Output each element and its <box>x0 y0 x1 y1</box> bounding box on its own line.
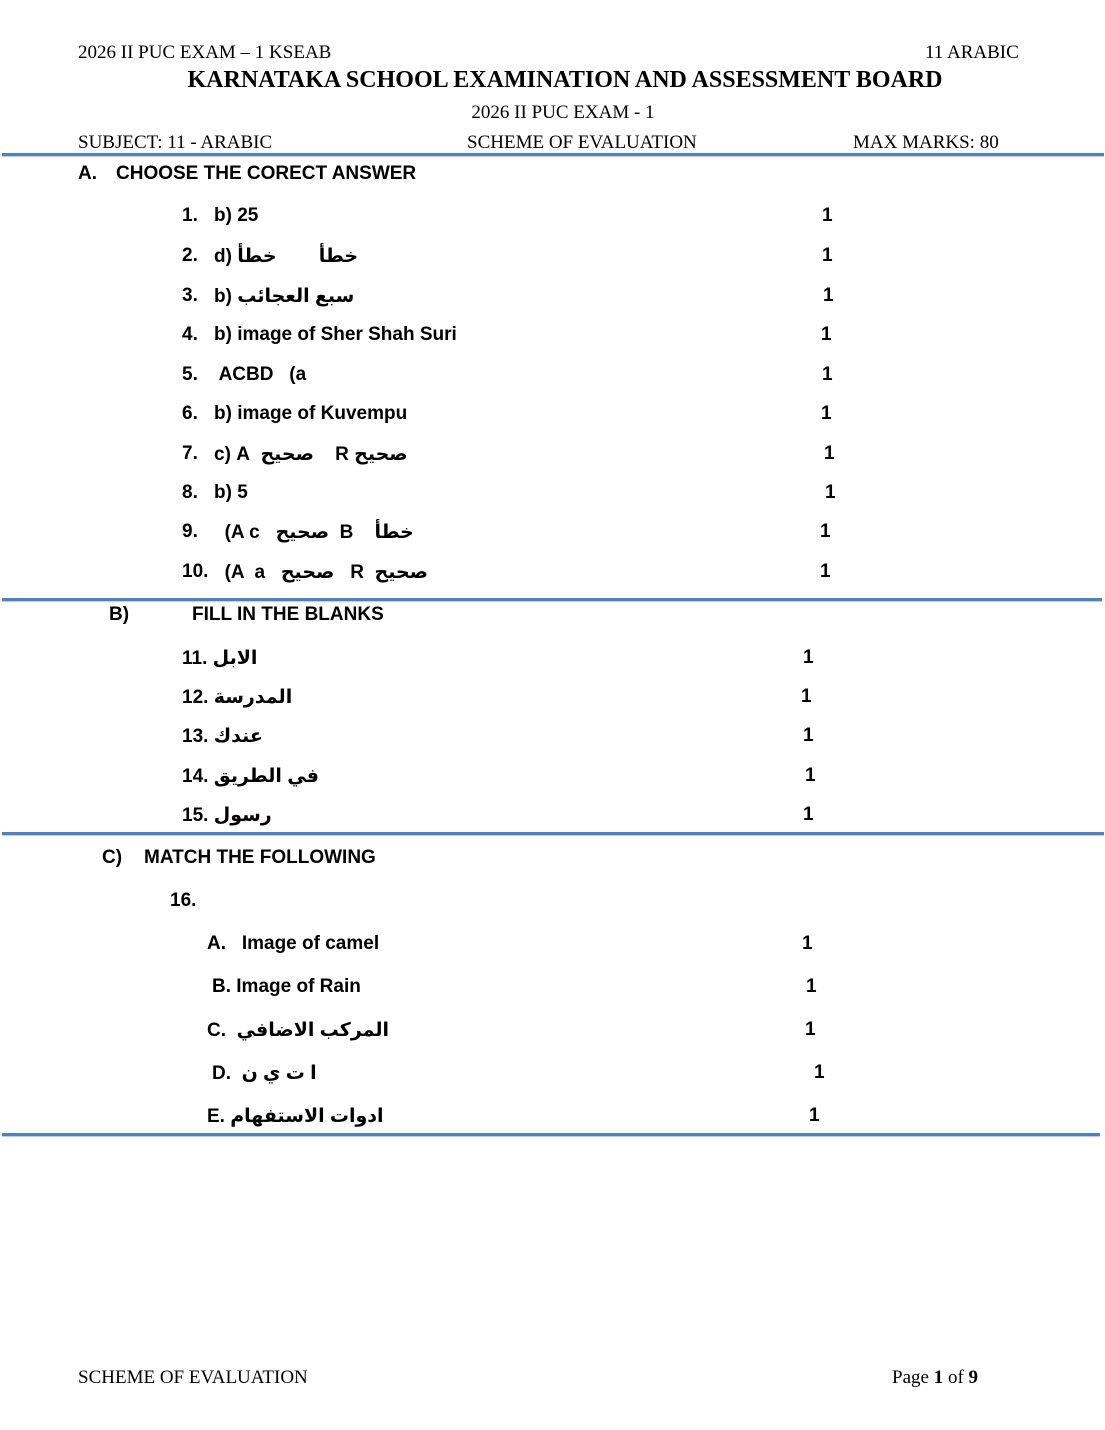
answer-prefix: b) <box>214 286 238 307</box>
section-a-item-mark: 1 <box>824 443 835 464</box>
exam-title: 2026 II PUC EXAM - 1 <box>471 102 655 123</box>
of-word: of <box>947 1367 964 1388</box>
section-a-item-mark: 1 <box>822 205 833 226</box>
page-indicator <box>892 1367 978 1389</box>
section-b-item-mark: 1 <box>803 725 814 746</box>
answer-prefix: b) image of Kuvempu <box>214 403 408 424</box>
page-total: 9 <box>968 1367 979 1388</box>
section-a-item-mark: 1 <box>822 364 833 385</box>
answer-arabic: خطأ خطأ <box>237 246 359 267</box>
section-b-item-mark: 1 <box>803 804 814 825</box>
max-marks-label: MAX MARKS: 80 <box>853 132 999 153</box>
answer-arabic: صحيح R صحيح A <box>236 444 408 465</box>
answer-prefix <box>214 562 225 583</box>
section-a-item-mark: 1 <box>821 324 832 345</box>
section-a-item-number: 2. <box>182 245 198 266</box>
answer-prefix: b) 25 <box>214 205 259 226</box>
answer-arabic: صحيح R صحيح A a) <box>224 562 429 583</box>
section-a-item-answer <box>214 205 258 227</box>
section-a-item-answer <box>214 245 358 268</box>
section-a-item-answer <box>214 285 354 308</box>
section-c-item-mark: 1 <box>809 1105 820 1126</box>
question-16-number: 16. <box>170 890 197 911</box>
section-b-item: 13. عندك <box>182 726 263 747</box>
section-a-label: A. <box>78 163 97 184</box>
section-c-label: C) <box>102 847 123 868</box>
section-b-item: 15. رسول <box>182 805 272 826</box>
section-b-item-mark: 1 <box>803 647 814 668</box>
section-a-item-mark: 1 <box>823 285 834 306</box>
section-c-item: D. ا ت ي ن <box>212 1063 317 1084</box>
section-a-item-number: 7. <box>182 443 198 464</box>
section-c-item: B. Image of Rain <box>212 976 361 997</box>
section-c-item-mark: 1 <box>802 933 813 954</box>
answer-arabic: سبع العجائب <box>237 286 355 307</box>
section-a-title: CHOOSE THE CORECT ANSWER <box>116 163 417 184</box>
page-word: Page <box>892 1367 929 1388</box>
section-a-item-number: 5. <box>182 364 198 385</box>
section-a-item-number: 1. <box>182 205 198 226</box>
page-number: 1 <box>933 1367 944 1388</box>
section-b-title: FILL IN THE BLANKS <box>192 604 384 625</box>
section-a-item-answer <box>214 403 407 425</box>
section-b-item-mark: 1 <box>805 765 816 786</box>
scheme-label: SCHEME OF EVALUATION <box>467 132 697 153</box>
section-b-label: B) <box>109 604 130 625</box>
header-right: 11 ARABIC <box>925 42 1019 63</box>
section-c-item: C. المركب الاضافي <box>207 1020 390 1041</box>
section-a-item-number: 4. <box>182 324 198 345</box>
section-a-item-answer <box>214 561 428 584</box>
answer-arabic: خطأ B صحيح A c) <box>224 522 414 543</box>
section-b-item-mark: 1 <box>801 686 812 707</box>
section-a-item-mark: 1 <box>821 403 832 424</box>
section-a-item-number: 8. <box>182 482 198 503</box>
section-c-item-mark: 1 <box>805 1019 816 1040</box>
section-b-item: 11. الابل <box>182 648 258 669</box>
answer-prefix: ACBD (a <box>214 364 307 385</box>
section-a-item-number: 3. <box>182 285 198 306</box>
board-title: KARNATAKA SCHOOL EXAMINATION AND ASSESSMENT BOARD <box>187 67 943 93</box>
section-a-item-number: 9. <box>182 521 198 542</box>
section-c-item: A. Image of camel <box>207 933 380 954</box>
answer-prefix: b) image of Sher Shah Suri <box>214 324 457 345</box>
answer-prefix: d) <box>214 246 238 267</box>
section-c-divider <box>2 1133 1100 1136</box>
footer-left: SCHEME OF EVALUATION <box>78 1367 308 1388</box>
section-b-item: 14. في الطريق <box>182 766 319 787</box>
section-c-item-mark: 1 <box>806 976 817 997</box>
section-b-item: 12. المدرسة <box>182 687 293 708</box>
section-a-divider <box>2 598 1102 601</box>
section-a-item-answer <box>214 521 414 544</box>
section-c-title: MATCH THE FOLLOWING <box>144 847 376 868</box>
section-a-item-answer <box>214 443 408 466</box>
section-c-item-mark: 1 <box>814 1062 825 1083</box>
section-b-divider <box>2 832 1104 835</box>
answer-prefix: b) 5 <box>214 482 248 503</box>
answer-prefix <box>214 522 225 543</box>
section-a-item-number: 6. <box>182 403 198 424</box>
section-a-item-number: 10. <box>182 561 209 582</box>
section-c-item: E. ادوات الاستفهام <box>207 1106 384 1127</box>
section-a-item-mark: 1 <box>820 561 831 582</box>
section-a-item-mark: 1 <box>825 482 836 503</box>
section-a-item-answer <box>214 364 306 386</box>
section-a-item-answer <box>214 482 248 504</box>
header-divider <box>2 153 1104 156</box>
section-a-item-mark: 1 <box>822 245 833 266</box>
subject-label: SUBJECT: 11 - ARABIC <box>78 132 273 153</box>
section-a-item-answer <box>214 324 457 346</box>
answer-prefix: c) <box>214 444 237 465</box>
section-a-item-mark: 1 <box>820 521 831 542</box>
header-left: 2026 II PUC EXAM – 1 KSEAB <box>78 42 332 63</box>
